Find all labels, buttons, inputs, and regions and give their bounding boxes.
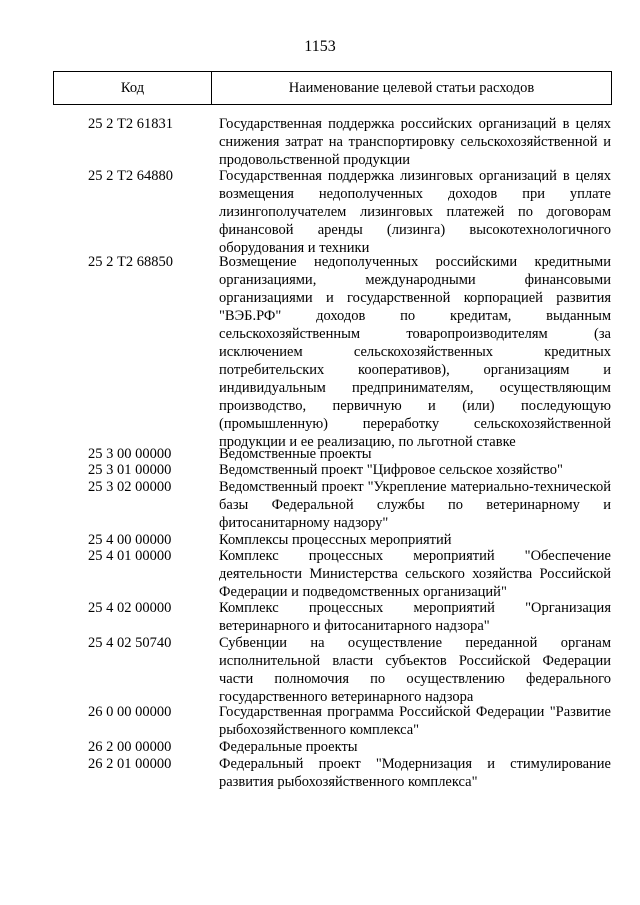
table-row xyxy=(0,703,640,738)
table-row xyxy=(0,531,640,547)
table-row xyxy=(0,115,640,167)
table-row xyxy=(0,634,640,703)
row-name: Комплексы процессных мероприятий xyxy=(219,532,452,548)
row-code: 25 3 00 00000 xyxy=(88,446,172,462)
row-name: Ведомственный проект "Цифровое сельское хозяйство" xyxy=(219,462,563,478)
row-name: Ведомственные проекты xyxy=(219,446,372,462)
table-row xyxy=(0,253,640,450)
table-body xyxy=(0,115,640,791)
row-name: Государственная поддержка лизинговых организаций в целях возмещения недополученных доходов при уплате лизингополучателем лизинговых платежей по договорам финансовой аренды (лизинга) высокотехнологичного оборудования и техники xyxy=(219,168,611,256)
row-code: 26 2 01 00000 xyxy=(88,756,172,772)
table-row xyxy=(0,461,640,478)
table-row xyxy=(0,445,640,461)
table-row xyxy=(0,599,640,634)
row-name: Государственная поддержка российских организаций в целях снижения затрат на транспортировку сельскохозяйственной и продовольственной продукции xyxy=(219,116,611,168)
row-code: 25 4 02 00000 xyxy=(88,600,172,616)
table-row xyxy=(0,478,640,531)
row-code: 26 0 00 00000 xyxy=(88,704,172,720)
table-row xyxy=(0,547,640,599)
row-code: 25 2 Т2 61831 xyxy=(88,116,173,132)
table-header xyxy=(53,71,612,105)
row-name: Федеральный проект "Модернизация и стимулирование развития рыбохозяйственного комплекса" xyxy=(219,756,611,790)
table-row xyxy=(0,738,640,755)
column-header-code: Код xyxy=(54,72,212,104)
row-name: Ведомственный проект "Укрепление материально-технической базы Федеральной службы по ветеринарному и фитосанитарному надзору" xyxy=(219,479,611,531)
row-code: 25 2 Т2 64880 xyxy=(88,168,173,184)
row-code: 25 4 02 50740 xyxy=(88,635,172,651)
column-header-name: Наименование целевой статьи расходов xyxy=(288,79,535,96)
table-row xyxy=(0,167,640,256)
row-name: Комплекс процессных мероприятий "Обеспечение деятельности Министерства сельского хозяйства Российской Федерации и подведомственных организаций" xyxy=(219,548,611,600)
row-code: 25 3 01 00000 xyxy=(88,462,172,478)
table-row xyxy=(0,755,640,791)
row-code: 25 4 01 00000 xyxy=(88,548,172,564)
row-code: 25 3 02 00000 xyxy=(88,479,172,495)
row-name: Возмещение недополученных российскими кредитными организациями, международными финансовыми организациями и государственной корпорацией развития "ВЭБ.РФ" доходов по кредитам, выданным сельскохозяйственным товаропроизводителям (за исключением сельскохозяйственных кредитных потребительских кооперативов), организациям и индивидуальным предпринимателям, осуществляющим производство, первичную и (или) последующую (промышленную) переработку сельскохозяйственной продукции и ее реализацию, по льготной ставке xyxy=(219,254,611,450)
row-code: 25 2 Т2 68850 xyxy=(88,254,173,270)
row-code: 25 4 00 00000 xyxy=(88,532,172,548)
page-number: 1153 xyxy=(304,38,336,55)
row-name: Комплекс процессных мероприятий "Организация ветеринарного и фитосанитарного надзора" xyxy=(219,600,611,634)
row-name: Государственная программа Российской Федерации "Развитие рыбохозяйственного комплекса" xyxy=(219,704,611,738)
row-name: Субвенции на осуществление переданной органам исполнительной власти субъектов Российской Федерации части полномочия по осуществлению федерального государственного ветеринарного надзора xyxy=(219,635,611,705)
row-name: Федеральные проекты xyxy=(219,739,358,755)
row-code: 26 2 00 00000 xyxy=(88,739,172,755)
